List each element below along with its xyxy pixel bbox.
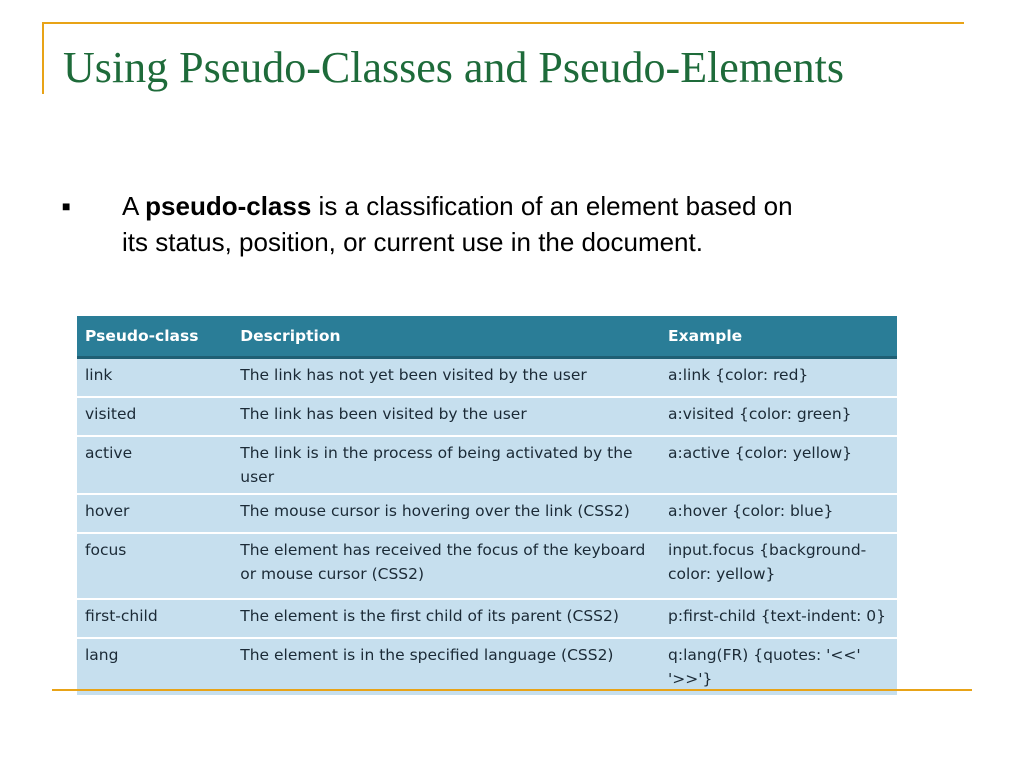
cell-description: The mouse cursor is hovering over the link (CSS2) bbox=[232, 494, 660, 533]
bullet-point bbox=[62, 188, 822, 260]
left-accent-line bbox=[42, 22, 44, 94]
slide-title: Using Pseudo-Classes and Pseudo-Elements bbox=[63, 43, 844, 92]
cell-example: a:hover {color: blue} bbox=[660, 494, 897, 533]
top-accent-line bbox=[42, 22, 964, 24]
bullet-text bbox=[122, 188, 822, 260]
header-example: Example bbox=[660, 316, 897, 358]
header-pseudo-class: Pseudo-class bbox=[77, 316, 232, 358]
cell-description: The element is the first child of its parent (CSS2) bbox=[232, 599, 660, 638]
table-row bbox=[77, 599, 897, 638]
cell-description: The element has received the focus of the keyboard or mouse cursor (CSS2) bbox=[232, 533, 660, 599]
cell-example: a:link {color: red} bbox=[660, 358, 897, 398]
cell-description: The link has not yet been visited by the user bbox=[232, 358, 660, 398]
bottom-accent-line bbox=[52, 689, 972, 691]
cell-pseudo-class: active bbox=[77, 436, 232, 494]
cell-description: The element is in the specified language (CSS2) bbox=[232, 638, 660, 696]
cell-example: q:lang(FR) {quotes: '<<' '>>'} bbox=[660, 638, 897, 696]
cell-example: a:active {color: yellow} bbox=[660, 436, 897, 494]
table-row bbox=[77, 533, 897, 599]
cell-pseudo-class: focus bbox=[77, 533, 232, 599]
cell-description: The link has been visited by the user bbox=[232, 397, 660, 436]
bullet-text-rest: is a classification of an element based on its status, position, or current use in the document. bbox=[122, 191, 793, 257]
cell-pseudo-class: first-child bbox=[77, 599, 232, 638]
cell-pseudo-class: lang bbox=[77, 638, 232, 696]
cell-pseudo-class: hover bbox=[77, 494, 232, 533]
bold-term: pseudo-class bbox=[145, 191, 312, 221]
table-row bbox=[77, 494, 897, 533]
cell-example: p:first-child {text-indent: 0} bbox=[660, 599, 897, 638]
cell-description: The link is in the process of being activated by the user bbox=[232, 436, 660, 494]
cell-pseudo-class: visited bbox=[77, 397, 232, 436]
square-bullet-icon: ■ bbox=[62, 198, 71, 214]
pseudo-class-table bbox=[77, 316, 897, 697]
cell-example: input.focus {background-color: yellow} bbox=[660, 533, 897, 599]
table-header-row bbox=[77, 316, 897, 358]
header-description: Description bbox=[232, 316, 660, 358]
table-row bbox=[77, 638, 897, 696]
table-row bbox=[77, 358, 897, 398]
cell-pseudo-class: link bbox=[77, 358, 232, 398]
cell-example: a:visited {color: green} bbox=[660, 397, 897, 436]
table-row bbox=[77, 436, 897, 494]
table-row bbox=[77, 397, 897, 436]
bullet-text-lead: A bbox=[122, 191, 146, 221]
